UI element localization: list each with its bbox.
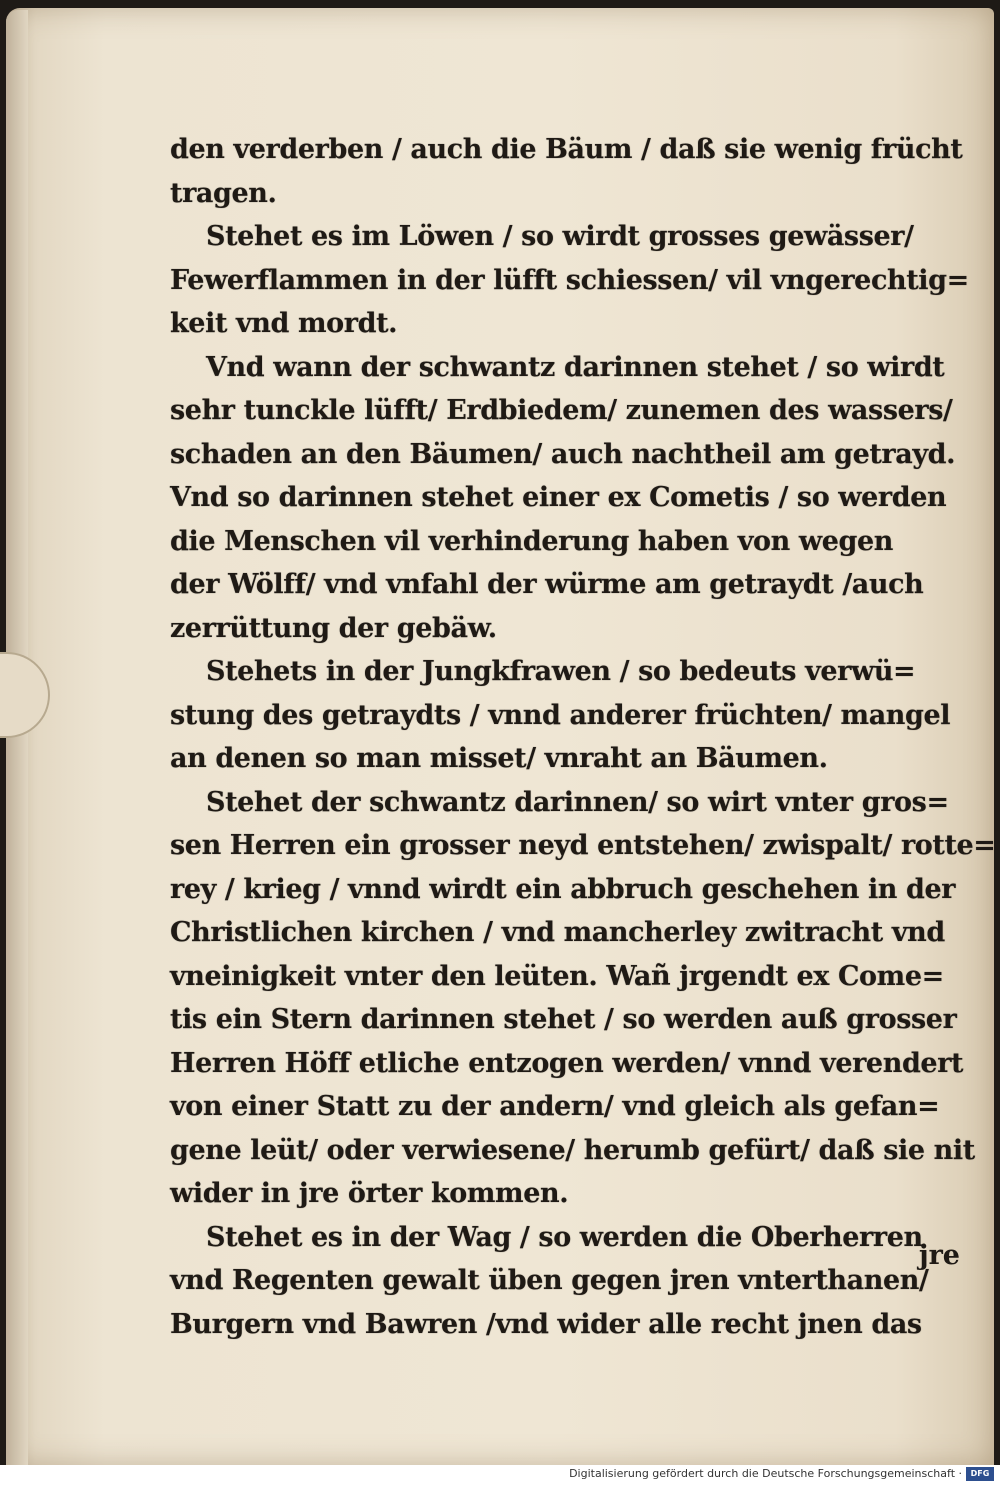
text-line: den verderben / auch die Bäum / daß sie wenig frücht: [170, 134, 963, 165]
text-line: sehr tunckle lüfft/ Erdbiedem/ zunemen des wassers/: [170, 395, 953, 426]
text-line: die Menschen vil verhinderung haben von wegen: [170, 525, 893, 557]
text-line: Stehet der schwantz darinnen/ so wirt vnter gros=: [206, 786, 949, 818]
text-line: keit vnd mordt.: [170, 308, 398, 339]
text-line: vnd Regenten gewalt üben gegen jren vnterthanen/: [170, 1265, 929, 1296]
dfg-logo-icon: DFG: [966, 1467, 994, 1481]
digitization-footer: [0, 1465, 1000, 1485]
text-line: sen Herren ein grosser neyd entstehen/ zwispalt/ rotte=: [170, 830, 996, 861]
text-line: von einer Statt zu der andern/ vnd gleich als gefan=: [170, 1091, 940, 1122]
text-line: zerrüttung der gebäw.: [170, 612, 497, 644]
page-text-block: [170, 128, 996, 1346]
catchword: jre: [918, 1240, 960, 1271]
text-line: stung des getraydts / vnnd anderer früchten/ mangel: [170, 699, 951, 731]
text-line: Stehets in der Jungkfrawen / so bedeuts verwü=: [206, 656, 916, 687]
text-line: gene leüt/ oder verwiesene/ herumb gefürt/ daß sie nit: [170, 1134, 975, 1166]
text-line: wider in jre örter kommen.: [170, 1178, 569, 1209]
text-line: Fewerflammen in der lüfft schiessen/ vil vngerechtig=: [170, 264, 969, 296]
text-line: Stehet es in der Wag / so werden die Oberherren: [206, 1221, 923, 1253]
text-line: Christlichen kirchen / vnd mancherley zwitracht vnd: [170, 917, 945, 948]
text-line: Vnd wann der schwantz darinnen stehet / so wirdt: [206, 351, 945, 383]
footer-credit: Digitalisierung gefördert durch die Deutsche Forschungsgemeinschaft ·: [569, 1467, 962, 1480]
text-line: tragen.: [170, 177, 277, 209]
text-line: schaden an den Bäumen/ auch nachtheil am getrayd.: [170, 438, 956, 470]
text-line: tis ein Stern darinnen stehet / so werden auß grosser: [170, 1004, 957, 1035]
text-line: an denen so man misset/ vnraht an Bäumen.: [170, 743, 828, 774]
text-line: Burgern vnd Bawren /vnd wider alle recht jnen das: [170, 1308, 922, 1340]
text-line: Herren Höff etliche entzogen werden/ vnnd verendert: [170, 1047, 964, 1079]
text-line: Stehet es im Löwen / so wirdt grosses gewässer/: [206, 221, 914, 252]
text-line: Vnd so darinnen stehet einer ex Cometis / so werden: [170, 482, 947, 513]
text-line: rey / krieg / vnnd wirdt ein abbruch geschehen in der: [170, 873, 956, 905]
text-line: vneinigkeit vnter den leüten. Wañ jrgendt ex Come=: [170, 960, 944, 992]
text-line: der Wölff/ vnd vnfahl der würme am getraydt /auch: [170, 569, 924, 600]
